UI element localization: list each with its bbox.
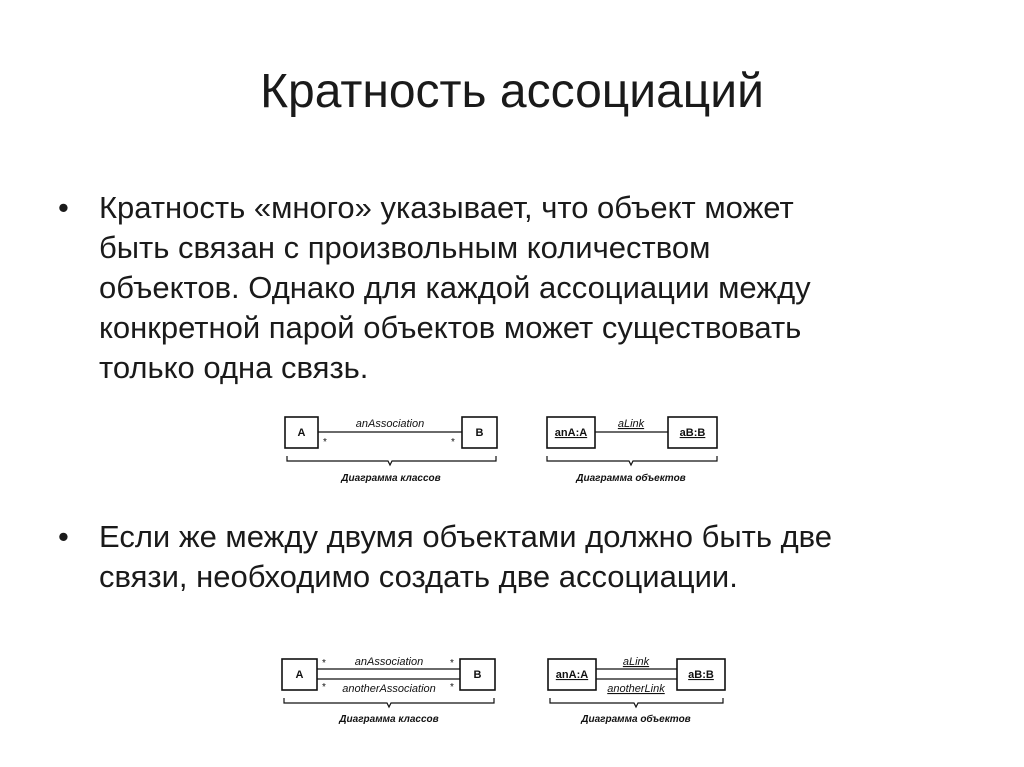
caption-brace (547, 456, 717, 465)
class-diagram-caption: Диаграмма классов (341, 473, 441, 484)
association-label-2: anotherAssociation (342, 683, 436, 695)
bullet-text-1: Кратность «много» указывает, что объект может быть связан с произвольным количеством объектов. Однако для каждой ассоциации между конкретной парой объектов может существовать только одна связь. (99, 190, 811, 385)
caption-brace (550, 698, 723, 707)
class-box-b-label: B (473, 669, 482, 681)
multiplicity-a-1: * (322, 658, 326, 669)
class-box-a-label: A (297, 427, 306, 439)
bullet-text-2: Если же между двумя объектами должно быть две связи, необходимо создать две ассоциации. (99, 519, 833, 594)
object-box-a-label: anA:A (554, 427, 588, 439)
multiplicity-a: * (323, 437, 327, 448)
class-diagram-1 (285, 417, 497, 484)
class-diagram-caption: Диаграмма классов (339, 714, 439, 725)
object-box-a-label: anA:A (555, 669, 589, 681)
multiplicity-b-1: * (450, 658, 454, 669)
object-diagram-caption: Диаграмма объектов (581, 714, 691, 725)
link-label: aLink (617, 418, 645, 430)
class-diagram-2 (282, 656, 495, 725)
slide-title: Кратность ассоциаций (260, 65, 764, 118)
object-diagram-2 (548, 656, 725, 725)
class-box-a-label: A (295, 669, 304, 681)
multiplicity-a-2: * (322, 682, 326, 693)
caption-brace (287, 456, 496, 465)
link-label-2: anotherLink (607, 683, 665, 695)
object-diagram-caption: Диаграмма объектов (576, 473, 686, 484)
bullet-dot: • (58, 190, 69, 225)
class-box-b-label: B (475, 427, 484, 439)
multiplicity-b: * (451, 437, 455, 448)
caption-brace (284, 698, 494, 707)
multiplicity-b-2: * (450, 682, 454, 693)
object-box-b-label: aB:B (688, 669, 714, 681)
bullet-dot: • (58, 519, 69, 554)
object-diagram-1 (547, 417, 717, 484)
association-label: anAssociation (355, 418, 425, 430)
object-box-b-label: aB:B (679, 427, 706, 439)
association-label-1: anAssociation (354, 656, 424, 668)
link-label-1: aLink (622, 656, 650, 668)
